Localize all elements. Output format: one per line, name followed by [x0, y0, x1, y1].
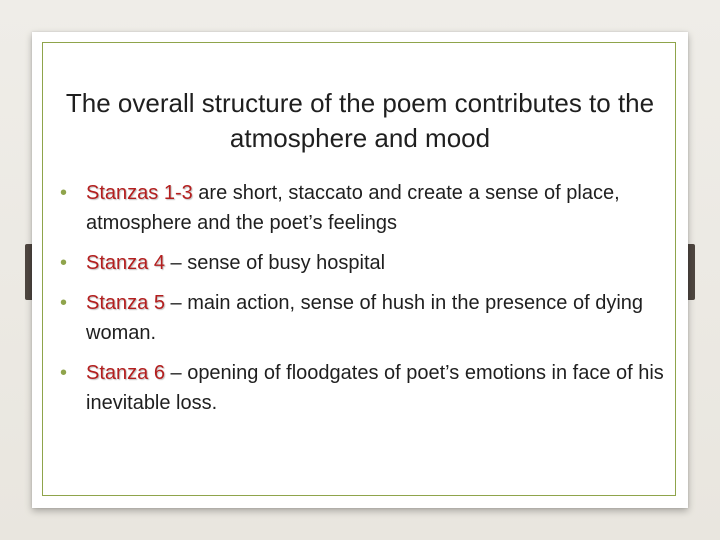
- bullet-dot-icon: •: [60, 182, 68, 204]
- bullet-term: Stanza 6: [86, 362, 165, 384]
- bullet-text: are short, staccato and create a sense of place, atmosphere and the poet’s feelings: [86, 182, 620, 234]
- bullet-item-stanza-5: [60, 288, 670, 348]
- bullet-list: [60, 178, 670, 428]
- bullet-item-stanza-6: [60, 358, 670, 418]
- bullet-term: Stanza 5: [86, 292, 165, 314]
- bullet-dot-icon: •: [60, 362, 68, 384]
- slide-title: The overall structure of the poem contributes to the atmosphere and mood: [65, 88, 655, 153]
- bullet-item-stanzas-1-3: [60, 178, 670, 238]
- bullet-term: Stanza 4: [86, 252, 165, 274]
- bullet-item-stanza-4: [60, 248, 670, 278]
- bullet-term: Stanzas 1-3: [86, 182, 193, 204]
- bullet-dot-icon: •: [60, 252, 68, 274]
- bullet-text: – opening of floodgates of poet’s emotions in face of his inevitable loss.: [86, 362, 664, 414]
- bullet-text: – main action, sense of hush in the presence of dying woman.: [86, 292, 644, 344]
- bullet-text: – sense of busy hospital: [164, 252, 386, 274]
- bullet-dot-icon: •: [60, 292, 68, 314]
